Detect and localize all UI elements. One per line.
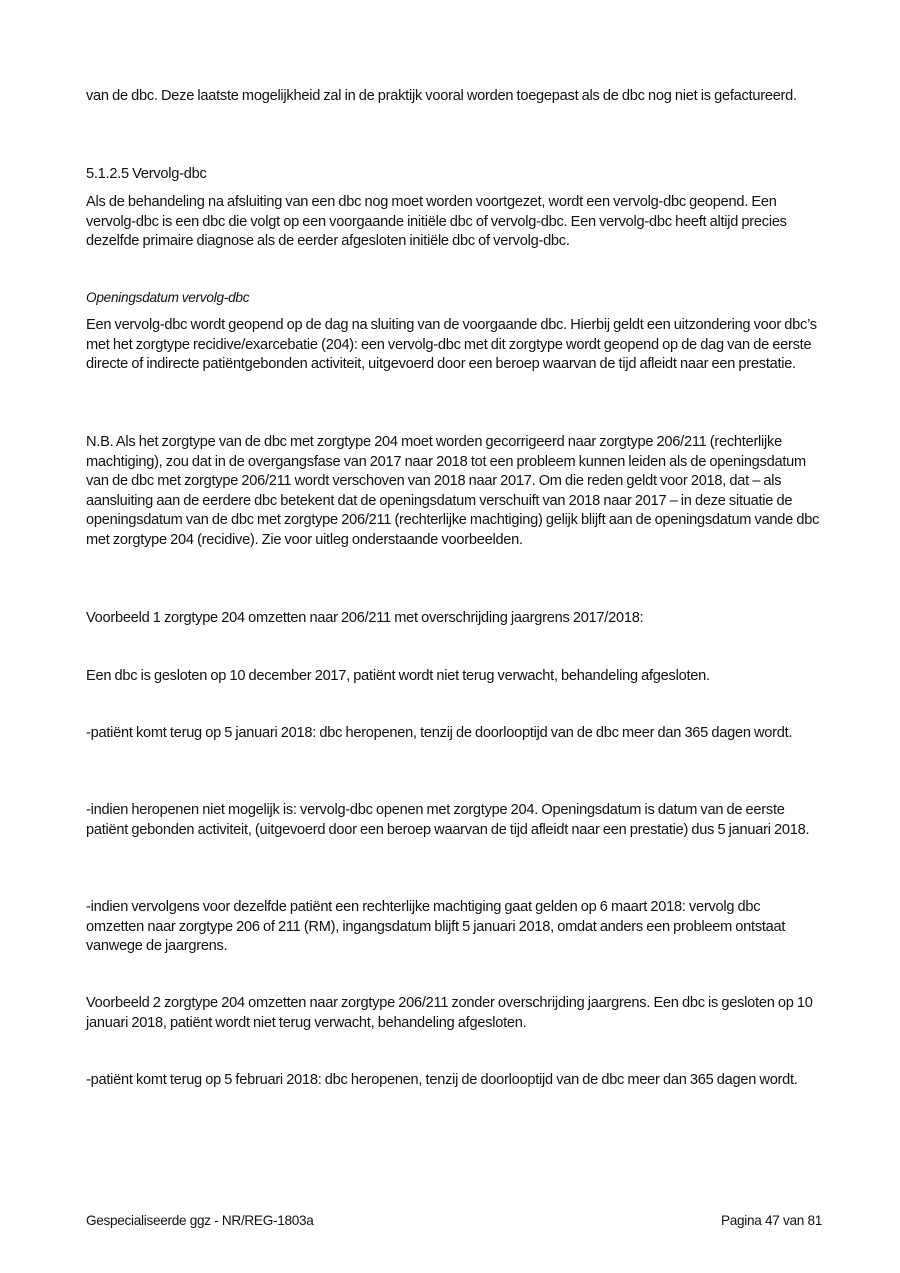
section-heading: 5.1.2.5 Vervolg-dbc bbox=[86, 166, 207, 182]
paragraph-voorbeeld1-closed: Een dbc is gesloten op 10 december 2017, patiënt wordt niet terug verwacht, behandeling afgesloten. bbox=[86, 668, 710, 684]
paragraph-voorbeeld1-rm: -indien vervolgens voor dezelfde patiënt een rechterlijke machtiging gaat gelden op 6 maart 2018: vervolg dbc omzetten naar zorgtype 206 of 211 (RM), ingangsdatum blijft 5 januari 2018, omdat anders een probleem ontstaat vanwege de jaargrens. bbox=[86, 899, 786, 954]
paragraph-voorbeeld1-reopen: -indien heropenen niet mogelijk is: vervolg-dbc openen met zorgtype 204. Openingsdatum is datum van de eerste patiënt gebonden activiteit, (uitgevoerd door een beroep waarvan de tijd afleidt naar een prestatie) dus 5 januari 2018. bbox=[86, 802, 810, 838]
footer-document-id: Gespecialiseerde ggz - NR/REG-1803a bbox=[86, 1213, 314, 1228]
paragraph-voorbeeld1-return: -patiënt komt terug op 5 januari 2018: dbc heropenen, tenzij de doorlooptijd van de dbc meer dan 365 dagen wordt. bbox=[86, 725, 793, 741]
paragraph-continuation: van de dbc. Deze laatste mogelijkheid zal in de praktijk vooral worden toegepast als de dbc nog niet is gefactureerd. bbox=[86, 88, 797, 104]
subheading-openingsdatum: Openingsdatum vervolg-dbc bbox=[86, 290, 250, 305]
paragraph-voorbeeld1-title: Voorbeeld 1 zorgtype 204 omzetten naar 206/211 met overschrijding jaargrens 2017/2018: bbox=[86, 610, 644, 626]
paragraph-vervolg-intro: Als de behandeling na afsluiting van een dbc nog moet worden voortgezet, wordt een vervolg-dbc geopend. Een vervolg-dbc is een dbc die volgt op een voorgaande initiële dbc of vervolg-dbc. Een vervolg-dbc heeft altijd precies dezelfde primaire diagnose als de eerder afgesloten initiële dbc of vervolg-dbc. bbox=[86, 194, 787, 249]
paragraph-voorbeeld2-title: Voorbeeld 2 zorgtype 204 omzetten naar zorgtype 206/211 zonder overschrijding jaargrens. Een dbc is gesloten op 10 januari 2018, patiënt wordt niet terug verwacht, behandeling afgesloten. bbox=[86, 995, 813, 1031]
paragraph-nb: N.B. Als het zorgtype van de dbc met zorgtype 204 moet worden gecorrigeerd naar zorgtype 206/211 (rechterlijke machtiging), zou dat in de overgangsfase van 2017 naar 2018 tot een probleem kunnen leiden als de openingsdatum van de dbc met zorgtype 206/211 wordt verschoven van 2018 naar 2017. Om die reden geldt voor 2018, dat – als aansluiting aan de eerdere dbc betekent dat de openingsdatum verschuift van 2018 naar 2017 – in deze situatie de openingsdatum van de dbc met zorgtype 206/211 (rechterlijke machtiging) gelijk blijft aan de openingsdatum vande dbc met zorgtype 204 (recidive). Zie voor uitleg onderstaande voorbeelden. bbox=[86, 434, 820, 548]
footer-page-number: Pagina 47 van 81 bbox=[720, 1213, 822, 1228]
paragraph-voorbeeld2-return: -patiënt komt terug op 5 februari 2018: dbc heropenen, tenzij de doorlooptijd van de dbc meer dan 365 dagen wordt. bbox=[86, 1072, 798, 1088]
paragraph-openingsdatum: Een vervolg-dbc wordt geopend op de dag na sluiting van de voorgaande dbc. Hierbij geldt een uitzondering voor dbc’s met het zorgtype recidive/exarcebatie (204): een vervolg-dbc met dit zorgtype wordt geopend op de dag van de eerste directe of indirecte patiëntgebonden activiteit, uitgevoerd door een beroep waarvan de tijd afleidt naar een prestatie. bbox=[86, 317, 817, 372]
